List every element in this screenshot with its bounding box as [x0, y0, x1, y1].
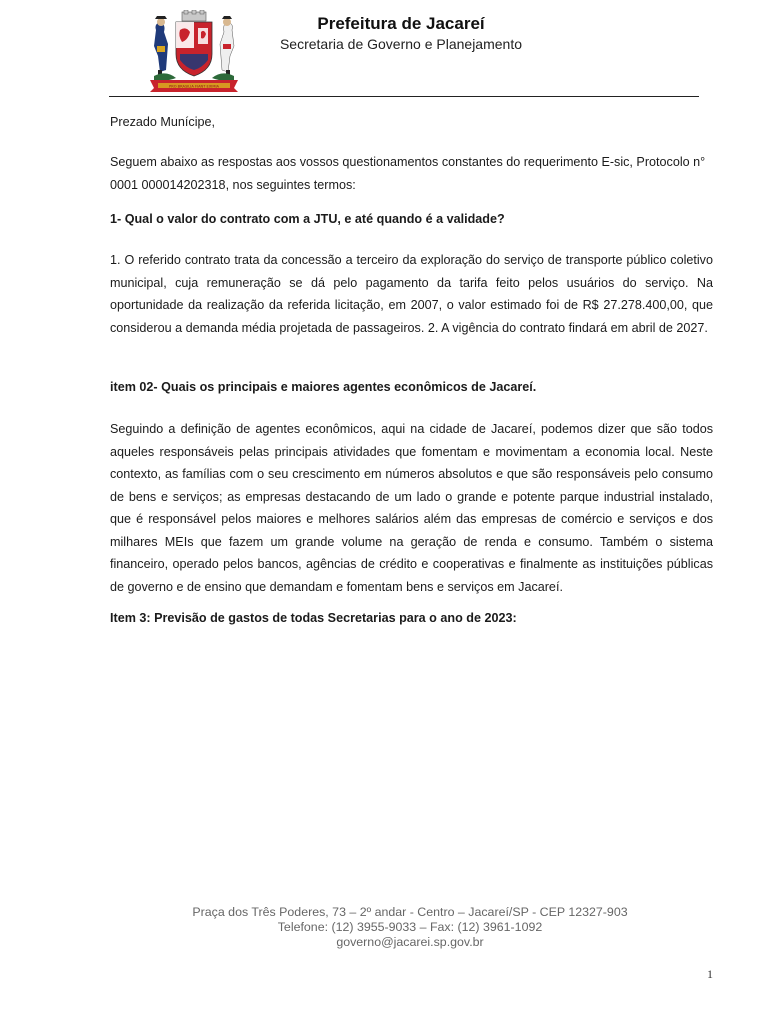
footer-email: governo@jacarei.sp.gov.br	[336, 935, 484, 949]
question-3-heading: Item 3: Previsão de gastos de todas Secretarias para o ano de 2023:	[110, 611, 517, 625]
salutation: Prezado Munícipe,	[110, 115, 216, 129]
letter-footer	[110, 905, 710, 950]
letterhead	[0, 0, 768, 98]
intro-paragraph: Seguem abaixo as respostas aos vossos questionamentos constantes do requerimento E-sic, Protocolo n° 0001 000014202318, nos seguintes termos:	[110, 155, 706, 192]
footer-address: Praça dos Três Poderes, 73 – 2º andar - Centro – Jacareí/SP - CEP 12327-903	[192, 905, 628, 919]
page-number: 1	[707, 967, 713, 981]
footer-phone: Telefone: (12) 3955-9033 – Fax: (12) 3961-1092	[277, 920, 543, 934]
question-1-heading: 1- Qual o valor do contrato com a JTU, e até quando é a validade?	[110, 212, 505, 226]
svg-text:PRO BRASILIA FIANT EXIMIA: PRO BRASILIA FIANT EXIMIA	[169, 84, 219, 89]
header-divider	[109, 96, 699, 97]
answer-1-paragraph: 1. O referido contrato trata da concessão a terceiro da exploração do serviço de transporte público coletivo municipal, cuja remuneração se dá pelo pagamento da tarifa feito pelos usuários do serviço. Na oportunidade da realização da referida licitação, em 2007, o valor estimado foi de R$ 27.278.400,00, que considerou a demanda média projetada de passageiros. 2. A vigência do contrato findará em abril de 2027.	[110, 253, 713, 335]
coat-of-arms-icon	[146, 10, 242, 92]
organization-title: Prefeitura de Jacareí	[317, 14, 485, 33]
organization-subtitle: Secretaria de Governo e Planejamento	[279, 36, 523, 52]
question-2-heading: item 02- Quais os principais e maiores agentes econômicos de Jacareí.	[110, 380, 537, 394]
answer-2-paragraph: Seguindo a definição de agentes econômicos, aqui na cidade de Jacareí, podemos dizer que são todos aqueles responsáveis pelas principais atividades que fomentam e movimentam a economia local. Neste contexto, as famílias com o seu crescimento em números absolutos e que são responsáveis pelo consumo de bens e serviços; as empresas destacando de um lado o grande e potente parque industrial instalado, que é responsável pelos maiores e melhores salários além das empresas de comércio e serviços e dos milhares MEIs que fazem um grande volume na geração de renda e consumo. Também o sistema financeiro, operado pelos bancos, agências de crédito e cooperativas e finalmente as instituições públicas de governo e de ensino que demandam e fomentam bens e serviços em Jacareí.	[110, 422, 713, 594]
